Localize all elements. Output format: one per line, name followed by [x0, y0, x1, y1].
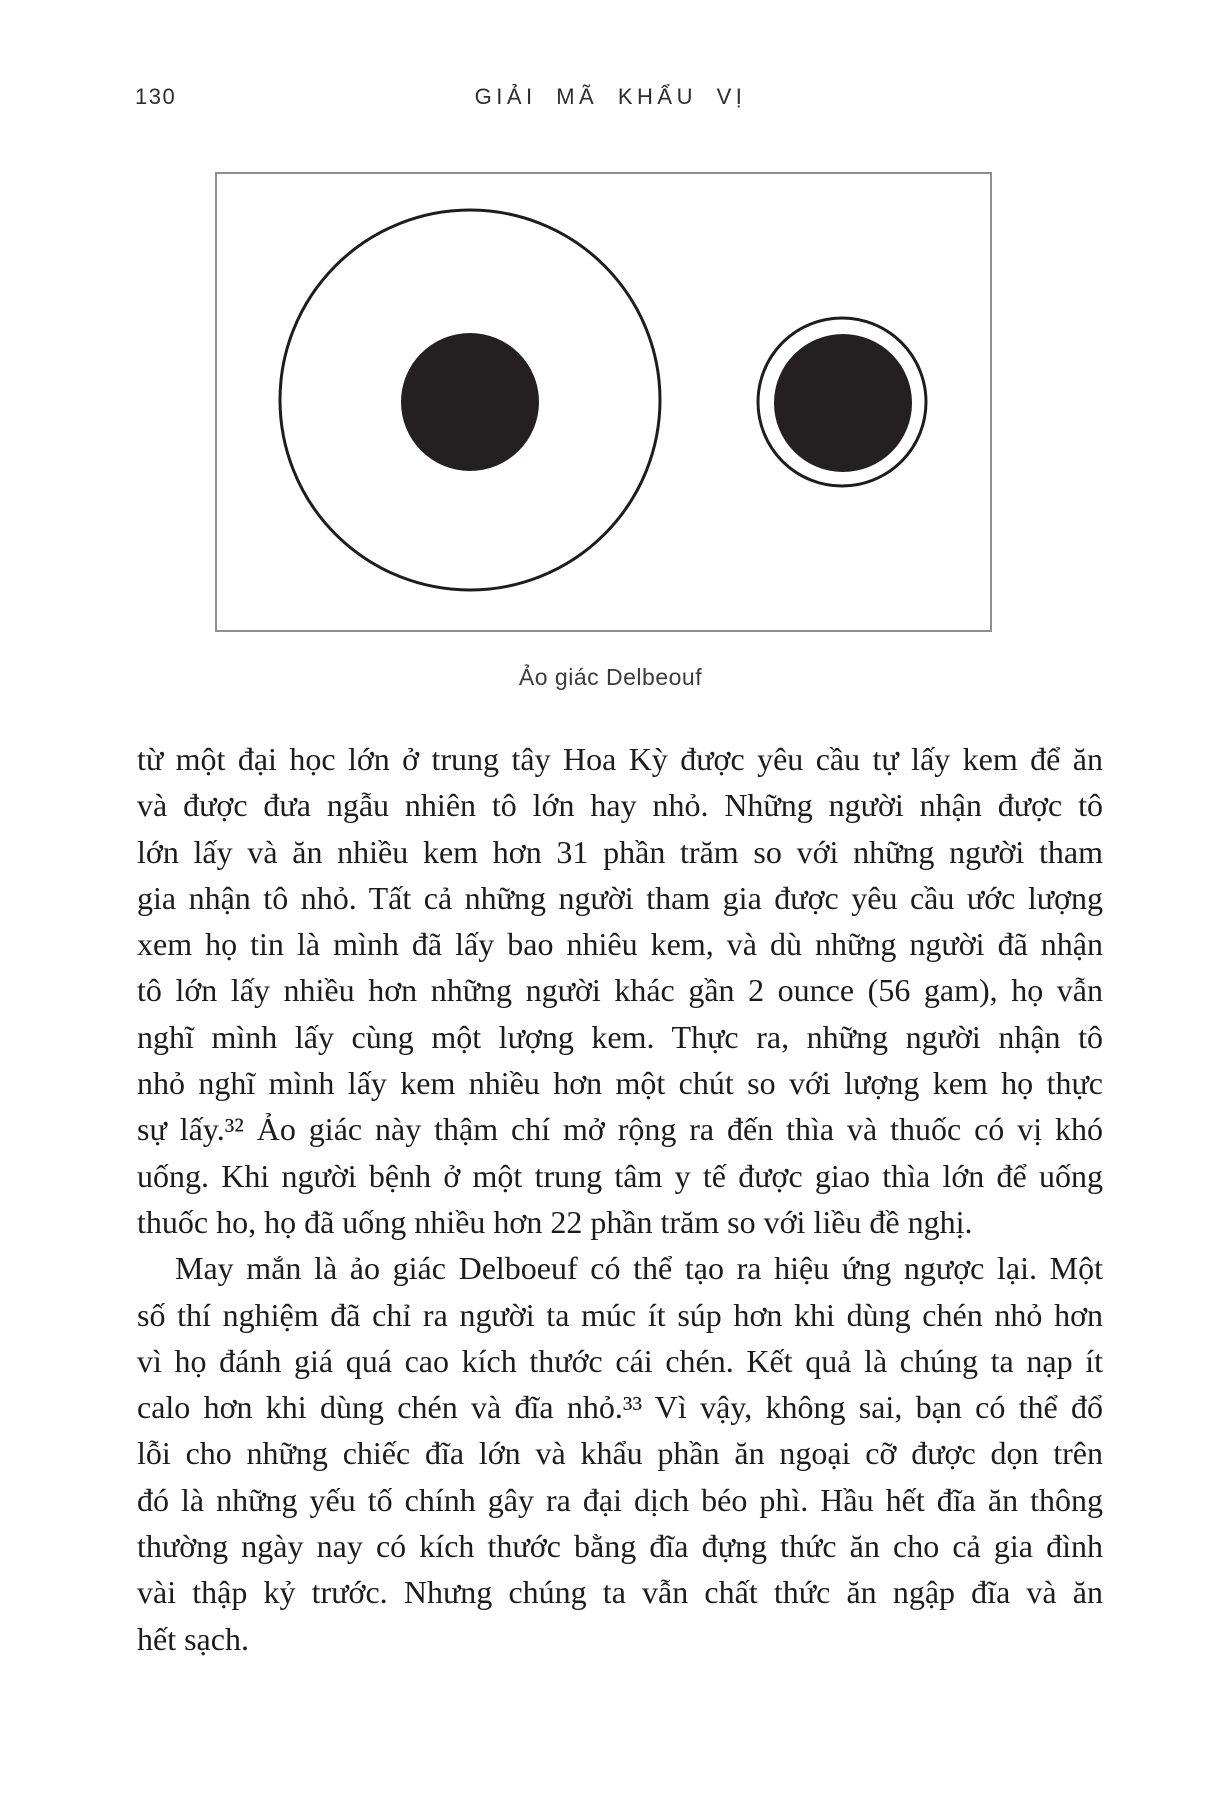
body-line: và được đưa ngẫu nhiên tô lớn hay nhỏ. Những người nhận được tô [137, 787, 1103, 824]
body-line: uống. Khi người bệnh ở một trung tâm y tế được giao thìa lớn để uống [137, 1157, 1103, 1194]
body-line: lỗi cho những chiếc đĩa lớn và khẩu phần ăn ngoại cỡ được dọn trên [137, 1435, 1103, 1472]
body-line: số thí nghiệm đã chỉ ra người ta múc ít súp hơn khi dùng chén nhỏ hơn [137, 1296, 1103, 1333]
body-line: đó là những yếu tố chính gây ra đại dịch béo phì. Hầu hết đĩa ăn thông [137, 1481, 1103, 1518]
body-line: lớn lấy và ăn nhiều kem hơn 31 phần trăm so với những người tham [137, 833, 1103, 870]
body-line: thuốc ho, họ đã uống nhiều hơn 22 phần trăm so với liều đề nghị. [137, 1203, 973, 1240]
body-line: nhỏ nghĩ mình lấy kem nhiều hơn một chút so với lượng kem họ thực [137, 1065, 1103, 1102]
large-inner-dot [401, 333, 539, 471]
body-line: từ một đại học lớn ở trung tây Hoa Kỳ được yêu cầu tự lấy kem để ăn [137, 741, 1103, 777]
body-line: vài thập kỷ trước. Nhưng chúng ta vẫn chất thức ăn ngập đĩa và ăn [137, 1574, 1103, 1611]
page-number: 130 [135, 84, 177, 109]
delboeuf-illusion-svg [217, 174, 990, 630]
running-title: GIẢI MÃ KHẨU VỊ [474, 84, 747, 109]
body-line: May mắn là ảo giác Delboeuf có thể tạo ra hiệu ứng ngược lại. Một [175, 1250, 1103, 1287]
body-line: tô lớn lấy nhiều hơn những người khác gần 2 ounce (56 gam), họ vẫn [137, 972, 1103, 1009]
body-line: thường ngày nay có kích thước bằng đĩa đựng thức ăn cho cả gia đình [137, 1528, 1103, 1565]
body-text [137, 736, 1103, 1662]
small-inner-dot [774, 334, 912, 472]
body-line: gia nhận tô nhỏ. Tất cả những người tham gia được yêu cầu ước lượng [137, 879, 1103, 916]
delboeuf-illusion-figure [215, 172, 992, 632]
body-line: sự lấy.³² Ảo giác này thậm chí mở rộng ra đến thìa và thuốc có vị khó [137, 1111, 1103, 1148]
body-line: hết sạch. [137, 1620, 249, 1657]
body-line: calo hơn khi dùng chén và đĩa nhỏ.³³ Vì vậy, không sai, bạn có thể đổ [137, 1389, 1103, 1426]
body-line: xem họ tin là mình đã lấy bao nhiêu kem, và dù những người đã nhận [137, 926, 1103, 963]
body-line: nghĩ mình lấy cùng một lượng kem. Thực ra, những người nhận tô [137, 1018, 1103, 1055]
figure-caption: Ảo giác Delbeouf [518, 664, 703, 690]
body-line: vì họ đánh giá quá cao kích thước cái chén. Kết quả là chúng ta nạp ít [137, 1342, 1103, 1379]
